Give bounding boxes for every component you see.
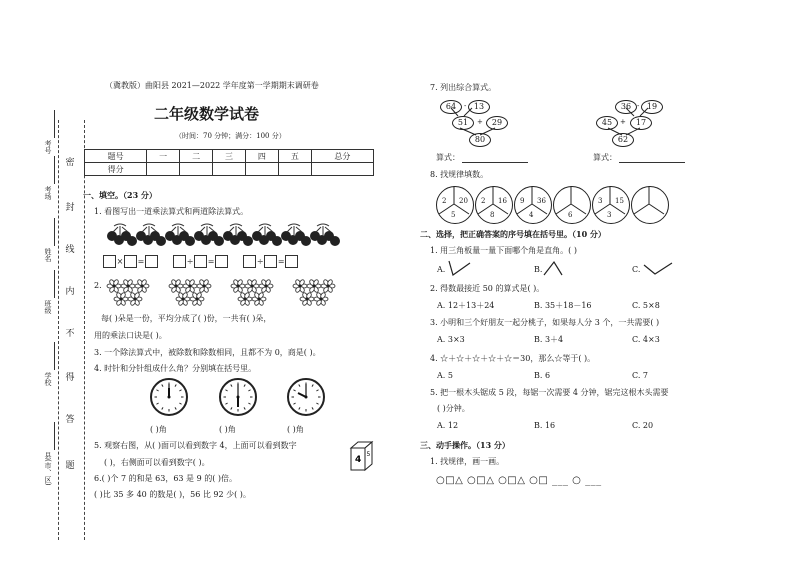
- student-field-line[interactable]: [54, 156, 55, 184]
- s2-q4-opt-b[interactable]: B. 6: [534, 371, 551, 380]
- circle-number: 4: [529, 211, 534, 219]
- cherry-picture: [102, 222, 342, 248]
- score-input-cell[interactable]: [311, 163, 373, 176]
- s3-q1-text: 1. 找规律，画一画。: [430, 457, 505, 466]
- pattern-circle[interactable]: [436, 186, 474, 224]
- q4-answer-1: ( )角: [150, 425, 167, 434]
- exam-subtitle: （冀教版）曲阳县 2021—2022 学年度第一学期期末调研卷: [105, 81, 319, 90]
- score-header-row: [85, 150, 374, 163]
- s2-q4-opt-c[interactable]: C. 7: [632, 371, 649, 380]
- q5-text-line2: ( )，右侧面可以看到数字( )。: [104, 458, 210, 467]
- q4-text: 4. 时针和分针组成什么角？分别填在括号里。: [94, 364, 257, 373]
- student-field-line[interactable]: [54, 218, 55, 246]
- circle-number: 20: [459, 197, 468, 205]
- equals-sign: =: [277, 257, 285, 266]
- q1-equations: [103, 255, 298, 268]
- student-field-label: 考号: [44, 140, 52, 154]
- s2-q3-opt-a[interactable]: A. 3×3: [437, 335, 465, 344]
- clock-icon: [150, 378, 188, 416]
- circle-number: 2: [481, 197, 486, 205]
- tree2-node-b: 19: [641, 100, 663, 114]
- answer-box[interactable]: [285, 255, 298, 268]
- clock-icon: [219, 378, 257, 416]
- score-header-cell: 五: [278, 150, 311, 163]
- s2-q3-opt-b[interactable]: B. 3＋4: [534, 335, 564, 344]
- formula-label-1: 算式：: [436, 153, 460, 162]
- s2-q2-opt-a[interactable]: A. 12＋13＋24: [437, 301, 495, 310]
- tree2-op2: +: [620, 118, 626, 126]
- tree1-node-d: 29: [486, 116, 508, 130]
- tree2-op1: -: [637, 102, 640, 110]
- tree2-node-d: 17: [630, 116, 652, 130]
- pattern-circle[interactable]: [553, 186, 591, 224]
- tree1-node-c: 51: [452, 116, 474, 130]
- flower-picture: [106, 277, 356, 309]
- tree2-node-a: 36: [615, 100, 637, 114]
- clock-icon: [287, 378, 325, 416]
- tree1-node-b: 13: [468, 100, 490, 114]
- answer-box[interactable]: [103, 255, 116, 268]
- s2-q3-opt-c[interactable]: C. 4×3: [632, 335, 660, 344]
- binding-line-outer: [58, 120, 59, 540]
- s2-q2-opt-b[interactable]: B. 35＋18－16: [534, 301, 592, 310]
- student-field-label: 县(市、区): [44, 452, 52, 486]
- cube-side-number: 5: [366, 451, 371, 458]
- score-header-cell: 总分: [311, 150, 373, 163]
- student-field-line[interactable]: [54, 270, 55, 298]
- score-header-cell: 二: [180, 150, 213, 163]
- cherry-icon: [102, 222, 342, 248]
- student-field-line[interactable]: [54, 110, 55, 138]
- circle-number: 3: [598, 197, 603, 205]
- score-input-cell[interactable]: [180, 163, 213, 176]
- tree1-node-e: 80: [469, 133, 491, 147]
- divide-sign: ÷: [186, 257, 194, 266]
- tree1-node-a: 64: [440, 100, 462, 114]
- answer-box[interactable]: [215, 255, 228, 268]
- answer-box[interactable]: [264, 255, 277, 268]
- section1-heading: 一、填空。（23 分）: [83, 190, 157, 200]
- tree1-op2: +: [477, 118, 483, 126]
- r-q8-title: 8. 找规律填数。: [430, 170, 489, 179]
- s2-q4-opt-a[interactable]: A. 5: [437, 371, 453, 380]
- q6-text: 6.( )个 7 的和是 63，63 是 9 的( )倍。: [94, 474, 237, 483]
- pattern-circle[interactable]: [592, 186, 630, 224]
- s2-q5-text-line1: 5. 把一根木头锯成 5 段，每锯一次需要 4 分钟，锯完这根木头需要: [430, 388, 669, 397]
- exam-title: 二年级数学试卷: [154, 105, 260, 123]
- section3-heading: 三、动手操作。（13 分）: [420, 440, 510, 450]
- seal-char: 内: [65, 287, 75, 297]
- circle-number: 36: [537, 197, 546, 205]
- score-header-cell: 四: [245, 150, 278, 163]
- score-input-cell[interactable]: [278, 163, 311, 176]
- time-info: （时间：70 分钟；满分：100 分）: [175, 132, 286, 140]
- circle-number: 6: [568, 211, 573, 219]
- tree2-node-c: 45: [596, 116, 618, 130]
- angle-b-icon: [542, 259, 566, 279]
- q4-answer-2: ( )角: [219, 425, 236, 434]
- student-field-line[interactable]: [54, 422, 55, 450]
- q5-text-line1: 5. 观察右图，从( )面可以看到数字 4，上面可以看到数字: [94, 441, 297, 450]
- s2-q5-text-line2: ( )分钟。: [437, 404, 470, 413]
- answer-box[interactable]: [173, 255, 186, 268]
- score-label-cell: 得分: [85, 163, 147, 176]
- angle-a-icon: [446, 259, 472, 279]
- seal-char: 题: [65, 461, 75, 471]
- s2-q3-text: 3. 小明和三个好朋友一起分桃子，如果每人分 3 个，一共需要( ): [430, 318, 660, 327]
- shape-pattern: ○□△ ○□△ ○□△ ○□ ___ ○ ___: [436, 475, 602, 486]
- student-field-label: 姓名: [44, 248, 52, 262]
- score-header-cell: 一: [147, 150, 180, 163]
- formula-answer-line-2[interactable]: [619, 162, 685, 163]
- seal-char: 得: [65, 373, 75, 383]
- answer-box[interactable]: [145, 255, 158, 268]
- s2-q1-opt-b[interactable]: B.: [534, 265, 543, 274]
- seal-char: 封: [65, 203, 75, 213]
- section2-heading: 二、选择，把正确答案的序号填在括号里。（10 分）: [420, 229, 606, 239]
- student-field-line[interactable]: [54, 342, 55, 370]
- seal-char: 线: [65, 245, 75, 255]
- q2-text-line1: 每( )朵是一份，平均分成了( )份，一共有( )朵，: [101, 314, 272, 323]
- equals-sign: =: [207, 257, 215, 266]
- score-input-cell[interactable]: [147, 163, 180, 176]
- r-q7-title: 7. 列出综合算式。: [430, 83, 497, 92]
- q4-answer-3: ( )角: [287, 425, 304, 434]
- formula-answer-line-1[interactable]: [462, 162, 528, 163]
- s2-q2-text: 2. 得数最接近 50 的算式是( )。: [430, 284, 545, 293]
- tree2-node-e: 62: [612, 133, 634, 147]
- circle-number: 16: [498, 197, 507, 205]
- circle-number: 2: [442, 197, 447, 205]
- binding-line-inner: [84, 120, 85, 540]
- s2-q4-text: 4. ☆＋☆＋☆＋☆＋☆＝30，那么☆等于( )。: [430, 354, 596, 363]
- s2-q5-opt-a[interactable]: A. 12: [437, 421, 459, 430]
- s2-q1-opt-a[interactable]: A.: [437, 265, 446, 274]
- q1-text: 1. 看图写出一道乘法算式和两道除法算式。: [94, 207, 249, 216]
- seal-char: 答: [65, 415, 75, 425]
- seal-char: 不: [65, 329, 75, 339]
- s2-q5-opt-b[interactable]: B. 16: [534, 421, 556, 430]
- pattern-circle[interactable]: [631, 186, 669, 224]
- answer-box[interactable]: [194, 255, 207, 268]
- s2-q1-text: 1. 用三角板量一量下面哪个角是直角。( ): [430, 246, 577, 255]
- circle-number: 3: [607, 211, 612, 219]
- q2-number: 2.: [94, 281, 102, 290]
- answer-box[interactable]: [243, 255, 256, 268]
- equals-sign: =: [137, 257, 145, 266]
- circle-number: 5: [451, 211, 456, 219]
- q7-text: ( )比 35 多 40 的数是( )，56 比 92 少( )。: [94, 490, 251, 499]
- flower-icon: [106, 277, 356, 309]
- student-field-label: 班级: [44, 300, 52, 314]
- times-sign: ×: [116, 257, 124, 266]
- formula-label-2: 算式：: [593, 153, 617, 162]
- score-header-cell: 题号: [85, 150, 147, 163]
- circle-number: 8: [490, 211, 495, 219]
- cube-front-number: 4: [355, 455, 362, 465]
- angle-c-icon: [641, 259, 675, 279]
- answer-box[interactable]: [124, 255, 137, 268]
- score-value-row: [85, 163, 374, 176]
- circle-number: 15: [615, 197, 624, 205]
- seal-char: 密: [65, 158, 75, 168]
- s2-q5-opt-c[interactable]: C. 20: [632, 421, 654, 430]
- pattern-circle[interactable]: [475, 186, 513, 224]
- score-table: [84, 149, 374, 176]
- number-cube-icon: [349, 440, 375, 472]
- score-header-cell: 三: [213, 150, 246, 163]
- student-field-label: 学校: [44, 372, 52, 386]
- s2-q2-opt-c[interactable]: C. 5×8: [632, 301, 660, 310]
- divide-sign: ÷: [256, 257, 264, 266]
- s2-q1-opt-c[interactable]: C.: [632, 265, 641, 274]
- circle-number: 9: [520, 197, 525, 205]
- student-field-label: 考场: [44, 186, 52, 200]
- pattern-circle[interactable]: [514, 186, 552, 224]
- score-input-cell[interactable]: [245, 163, 278, 176]
- tree1-op1: -: [464, 102, 467, 110]
- q3-text: 3. 一个除法算式中，被除数和除数相同，且都不为 0，商是( )。: [94, 348, 321, 357]
- score-input-cell[interactable]: [213, 163, 246, 176]
- q2-text-line2: 用的乘法口诀是( )。: [94, 331, 167, 340]
